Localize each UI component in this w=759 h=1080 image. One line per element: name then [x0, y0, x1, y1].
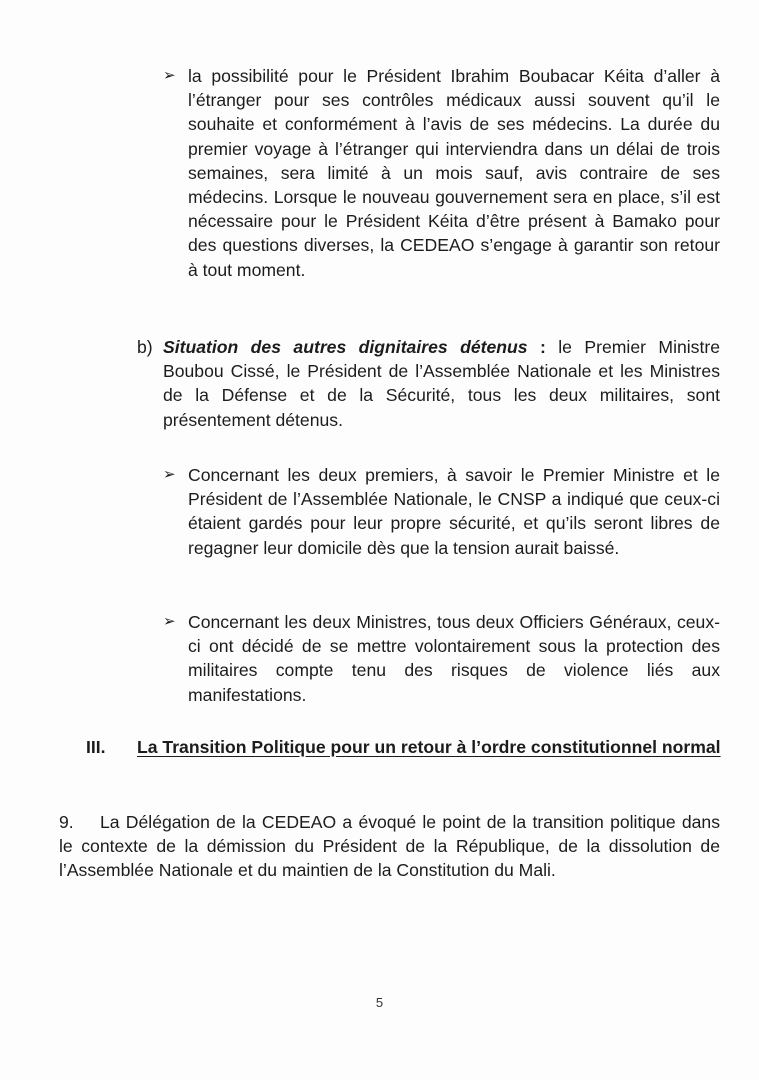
page-number: 5 [375, 995, 384, 1010]
item-b-paragraph [163, 335, 720, 432]
section-heading: La Transition Politique pour un retour à l’ordre constitutionnel normal [137, 737, 721, 757]
bullet-paragraph-medical-travel: la possibilité pour le Président Ibrahim Boubacar Kéita d’aller à l’étranger pour ses contrôles médicaux aussi souvent qu’il le souhaite et conformément à l’avis de ses médecins. La durée du premier voyage à l’étranger qui interviendra dans un délai de trois semaines, sera limité à un mois sauf, avis contraire de ses médecins. Lorsque le nouveau gouvernement sera en place, s’il est nécessaire pour le Président Kéita d’être présent à Bamako pour des questions diverses, la CEDEAO s’engage à garantir son retour à tout moment. [188, 66, 720, 280]
paragraph-number: 9. [59, 812, 74, 832]
item-b-text: le Premier Ministre Boubou Cissé, le Président de l’Assemblée Nationale et les Ministres de la Défense et de la Sécurité, tous les deux militaires, sont présentement détenus. [163, 337, 720, 430]
bullet-arrow-icon: ➢ [163, 67, 176, 84]
item-b-separator: : [527, 337, 559, 357]
bullet-arrow-icon: ➢ [163, 613, 176, 630]
paragraph-9-text: La Délégation de la CEDEAO a évoqué le point de la transition politique dans le contexte de la démission du Président de la République, de la dissolution de l’Assemblée Nationale et du maintien de la Constitution du Mali. [59, 812, 720, 881]
section-number: III. [86, 737, 106, 757]
item-b-title: Situation des autres dignitaires détenus [163, 337, 528, 357]
bullet-arrow-icon: ➢ [163, 466, 176, 483]
bullet-paragraph-first-two: Concernant les deux premiers, à savoir le Premier Ministre et le Président de l’Assemblée Nationale, le CNSP a indiqué que ceux-ci étaient gardés pour leur propre sécurité, et qu’ils seront libres de regagner leur domicile dès que la tension aurait baissé. [188, 465, 720, 558]
item-b-label: b) [137, 337, 153, 357]
bullet-paragraph-ministers: Concernant les deux Ministres, tous deux Officiers Généraux, ceux-ci ont décidé de se mettre volontairement sous la protection des militaires compte tenu des risques de violence liés aux manifestations. [188, 612, 720, 705]
